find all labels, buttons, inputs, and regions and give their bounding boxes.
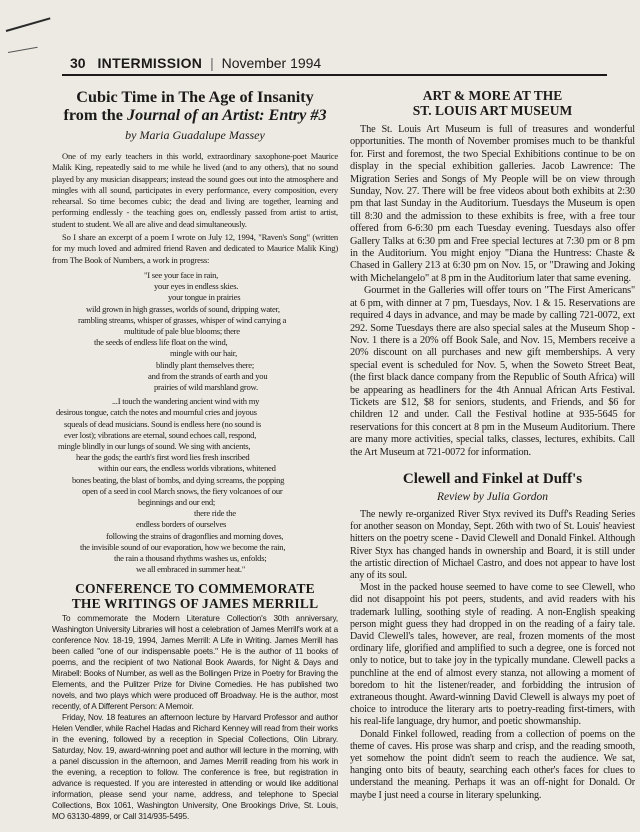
- poem-line: beginnings and our end;: [138, 497, 216, 508]
- art-paragraph-2: Gourmet in the Galleries will offer tours on "The First Americans" at 6 pm, with dinner at 7 pm, Tuesdays, Nov. 1 & 15. Reservations are required 4 days in advance, and may be made by calling 721-0072, ext 292. Some Tuesdays there are also special sales at the Museum Shop - Nov. 1 there is a 20% off Book Sale, and Nov. 15, Members receive a 20% discount on all purchases and new gift memberships. A very special event is scheduled for Nov. 5, when the Soweto Street Beat, (the first black dance company from the Republic of South Africa) will be appearing as headliners for the 4th Annual African Arts Festival. Tickets are $12, $8 for seniors, students, and Friends, and $6 for children 12 and under. Call the Festival hotline at 935-5645 for reservations for this concert at 8 pm in the Museum Auditorium. There are many more activities, special talks, classes, lectures, exhibits. Call the Art Museum at 721-0072 for information.: [350, 285, 635, 458]
- pen-mark-small: [8, 47, 38, 53]
- clewell-paragraph-3: Donald Finkel followed, reading from a collection of poems on the theme of caves. His prose was sharp and crisp, and the reading smooth, yet somehow the point didn't seem to reach the audience. We sat, hanging onto bits of beauty, searching each other's faces for clues to understand the meaning. Perhaps it was an off-night for Donald. Or maybe I just need a course in literary spelunking.: [350, 728, 635, 801]
- page-number: 30: [70, 55, 86, 71]
- poem-line: bones beating, the blast of bombs, and dying screams, the popping: [72, 474, 285, 485]
- cubic-paragraph-2: So I share an excerpt of a poem I wrote on July 12, 1994, "Raven's Song" (written for my much loved and admired friend Raven and dedicated to Maurice Malik King) from The Book of Numbers, a work in progress:: [52, 232, 338, 265]
- art-museum-heading: [350, 88, 635, 118]
- running-header: [70, 55, 605, 75]
- header-separator: |: [210, 55, 214, 71]
- poem-line: the rain a thousand rhythms washes us, enfolds;: [114, 553, 267, 564]
- poem-line: ...I touch the wandering ancient wind with my: [112, 396, 260, 407]
- art-heading-line2: ST. LOUIS ART MUSEUM: [412, 103, 573, 118]
- clewell-finkel-heading: Clewell and Finkel at Duff's: [402, 470, 583, 487]
- left-column: [52, 84, 338, 822]
- poem-line: hear the gods; the earth's first word lies fresh inscribed: [76, 452, 250, 463]
- poem-line: within our ears, the endless worlds vibrations, whitened: [98, 463, 276, 474]
- poem-line: mingle blindly in our lungs of sound. We sing with ancients,: [58, 441, 251, 452]
- merrill-paragraph-1: To commemorate the Modern Literature Collection's 30th anniversary, Washington University Libraries will host a celebration of James Merrill's work at a conference Nov. 18-19, 1994, James Merrill: A Life in Writing. James Merrill has been called "one of our indispensable poets." He is the author of 11 books of poems, and the recipient of two National Book Awards, for Night & Days and Mirabell: Books of Number, as well as the Bollingen Prize in Poetry for Braving the Elements, and the Pulitzer Prize for Divine Comedies. He has published two novels, and two plays which were produced off Broadway. He is the author, most recently, of A Different Person: A Memoir.: [52, 614, 338, 712]
- poem-line: "I see your face in rain,: [144, 269, 219, 280]
- art-paragraph-1: The St. Louis Art Museum is full of treasures and wonderful opportunities. The month of November promises much to be thankful for. First and foremost, the two Special Exhibitions continue to be on display in the special exhibition galleries. Jacob Lawrence: The Migration Series and Songs of My People will be on view through Sunday, Nov. 27. There will be free videos about both exhibits at 2:30 pm that last Sunday in the Auditorium. Tuesdays the Museum is open till 8:30 and the admission to these exhibits is free, with a free tour offered from 6-6:30 pm each Tuesday evening. Tuesdays also offer Gallery Talks at 6:30 pm and Free special lectures at 7:30 pm or 8 pm in the Auditorium. You might enjoy "Diana the Huntress: Chaste & Chased in Gallery 213 at 6:30 pm on Nov. 15, or "Drawing and Joking with Michelangelo" at 8 pm in the Auditorium later that same evening.: [350, 124, 635, 284]
- poem-line: prairies of wild marshland grow.: [154, 382, 258, 392]
- merrill-heading-line1: CONFERENCE TO COMMEMORATE: [75, 581, 315, 597]
- clewell-paragraph-2: Most in the packed house seemed to have come to see Clewell, who did not disappoint his pot peers, students, and avid readers with his trademark lulling, soothing style of reading. A non-English speaking person might guess they had dropped in on the reading of a fairy tale. David Clewell's tales, however, are real, frozen moments of the most ordinary life, glorified and amplified to such a degree, one is forced not only to notice, but to take joy in the typically mundane. Clewell packs a punchline at the end of almost every stanza, not allowing a moment of boredom to hit the listener/reader, and forbidding the intrusion of extraneous thought. Award-winning David Clewell is always my poet of choice to introduce the literary arts to poetry-reading first-timers, with his real-life language, dry humor, and poetic showmanship.: [350, 582, 635, 728]
- poem-line: we all embraced in summer heat.": [136, 564, 246, 575]
- poem-line: your eyes in endless skies.: [154, 281, 239, 292]
- poem-line: squeals of dead musicians. Sound is endless here (no sound is: [64, 418, 261, 429]
- poem-line: desirous tongue, catch the notes and mournful cries and joyous: [56, 407, 257, 418]
- art-heading-line1: ART & MORE AT THE: [422, 88, 563, 103]
- poem-line: endless borders of ourselves: [136, 519, 227, 530]
- pen-mark: [6, 17, 51, 32]
- poem-line: and from the strands of earth and you: [148, 370, 268, 381]
- clewell-paragraph-1: The newly re-organized River Styx revived its Duff's Reading Series for another season on Monday, Sept. 26th with two of St. Louis' heaviest hitters on the poetry scene - David Clewell and Donald Finkel. Although River Styx has changed hands in ownership and Board, it is still under the artistic direction of Michael Castro, and does not appear to have lost any of its soul.: [350, 508, 635, 581]
- poem-line: multitude of pale blue blooms; there: [124, 325, 240, 336]
- cubic-title-line2-journal: Journal of an Artist: Entry #3: [127, 106, 327, 124]
- poem-line: blindly plant themselves there;: [156, 359, 254, 370]
- cubic-paragraph-1: One of my early teachers in this world, extraordinary saxophone-poet Maurice Malik King, repeatedly said to me while he lived (and to any others), that no sound played by any musician disappears; instead the sound goes out into the atmosphere and mingles with all sound, participates in every performance, every composition, every rehearsal. So time becomes cubic; the dead and living are together, learning and performing endlessly - the teaching goes on, endlessly passed from artist to artist, student to student. We all are alive and dead simultaneously.: [52, 151, 338, 229]
- issue-date: November 1994: [221, 55, 322, 71]
- poem-line: the seeds of endless life float on the wind,: [94, 337, 228, 348]
- header-rule: [62, 74, 607, 76]
- poem-line: open of a seed in cool March snows, the fiery volcanoes of our: [82, 485, 283, 496]
- cubic-title-line2-pre: from the: [63, 106, 127, 124]
- right-column: [350, 84, 635, 802]
- clewell-byline: Review by Julia Gordon: [436, 490, 549, 503]
- poem-line: rambling streams, whisper of grasses, whisper of wind carrying a: [78, 314, 287, 325]
- poem-line: mingle with our hair,: [170, 348, 237, 359]
- cubic-time-title: [52, 88, 338, 124]
- ravens-song-poem: [52, 270, 338, 575]
- magazine-name: INTERMISSION: [97, 55, 203, 71]
- merrill-paragraph-2: Friday, Nov. 18 features an afternoon lecture by Harvard Professor and author Helen Vendler, while Rachel Hadas and Richard Kenney will read from their works in the evening, followed by a reception in Special Collections, Olin Library. Saturday, Nov. 19, award-winning poet and author will lecture in the morning, with a panel discussion in the afternoon, and James Merrill reading from his work in the evening, a reception to follow. The conference is free, but registration in advance is requested. If you are interested in attending or would like additional information, please send your name, address, and telephone to Special Collections, Box 1061, Washington University, One Brookings Drive, St. Louis, MO 63130-4899, or Call 314/935-5495.: [52, 713, 338, 822]
- cubic-byline: by Maria Guadalupe Massey: [125, 128, 265, 142]
- merrill-heading-line2: THE WRITINGS OF JAMES MERRILL: [71, 596, 319, 612]
- cubic-title-line1: Cubic Time in The Age of Insanity: [76, 88, 314, 106]
- poem-line: ever lost); vibrations are eternal, sound echoes call, respond,: [64, 429, 257, 440]
- merrill-heading: [52, 581, 338, 611]
- poem-line: the invisible sound of our evaporation, how we become the rain,: [80, 541, 286, 552]
- poem-line: your tongue in prairies: [168, 292, 241, 303]
- poem-line: following the strains of dragonflies and morning doves,: [106, 530, 284, 541]
- poem-line: wild grown in high grasses, worlds of sound, dripping water,: [86, 303, 280, 314]
- poem-line: there ride the: [194, 508, 236, 519]
